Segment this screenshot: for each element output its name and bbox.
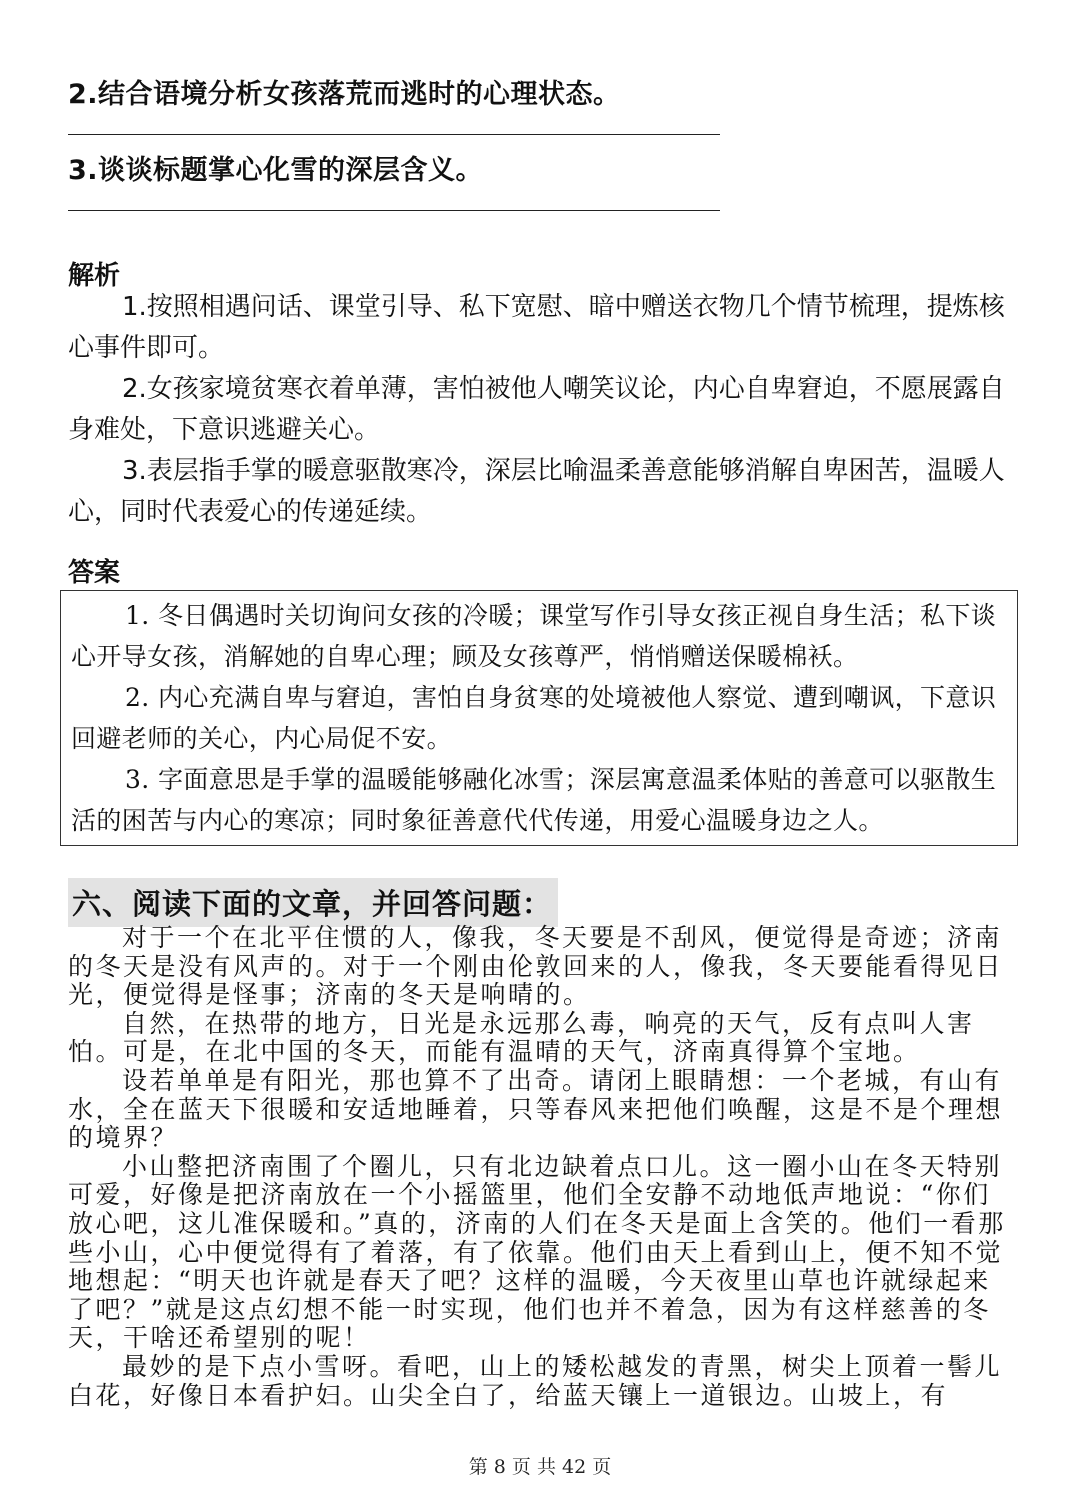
answer-box [60,590,1018,846]
passage-paragraph-2: 自然，在热带的地方，日光是永远那么毒，响亮的天气，反有点叫人害怕。可是，在北中国的冬天，而能有温晴的天气，济南真得算个宝地。 [68,1008,975,1067]
answer-label: 答案 [68,558,121,588]
reading-passage [68,924,1008,1410]
analysis-item-3: 3.表层指手掌的暖意驱散寒冷，深层比喻温柔善意能够消解自卑困苦，温暖人心，同时代表爱心的传递延续。 [68,456,1005,527]
answer-item-1: 1. 冬日偶遇时关切询问女孩的冷暖；课堂写作引导女孩正视自身生活；私下谈心开导女孩，消解她的自卑心理；顾及女孩尊严，悄悄赠送保暖棉袄。 [71,601,997,671]
answer-line-q3 [68,210,720,211]
analysis-item-2: 2.女孩家境贫寒衣着单薄，害怕被他人嘲笑议论，内心自卑窘迫，不愿展露自身难处，下意识逃避关心。 [68,374,1005,445]
section-6-title: 六、阅读下面的文章，并回答问题： [68,878,558,927]
passage-paragraph-3: 设若单单是有阳光，那也算不了出奇。请闭上眼睛想：一个老城，有山有水，全在蓝天下很暖和安适地睡着，只等春风来把他们唤醒，这是不是个理想的境界？ [68,1065,1004,1153]
analysis-list [68,287,1008,533]
analysis-item-1: 1.按照相遇问话、课堂引导、私下宽慰、暗中赠送衣物几个情节梳理，提炼核心事件即可。 [68,292,1005,363]
answer-item-2: 2. 内心充满自卑与窘迫，害怕自身贫寒的处境被他人察觉、遭到嘲讽，下意识回避老师的关心，内心局促不安。 [71,683,997,753]
answer-item-3: 3. 字面意思是手掌的温暖能够融化冰雪；深层寓意温柔体贴的善意可以驱散生活的困苦与内心的寒凉；同时象征善意代代传递，用爱心温暖身边之人。 [71,765,997,835]
passage-paragraph-4: 小山整把济南围了个圈儿，只有北边缺着点口儿。这一圈小山在冬天特别可爱，好像是把济南放在一个小摇篮里，他们全安静不动地低声地说：“你们放心吧，这儿准保暖和。”真的，济南的人们在冬天是面上含笑的。他们一看那些小山，心中便觉得有了着落，有了依靠。他们由天上看到山上，便不知不觉地想起：“明天也许就是春天了吧？这样的温暖，今天夜里山草也许就绿起来了吧？”就是这点幻想不能一时实现，他们也并不着急，因为有这样慈善的冬天，干啥还希望别的呢！ [68,1151,1006,1353]
page-footer: 第 8 页 共 42 页 [468,1456,612,1478]
analysis-label: 解析 [68,261,121,291]
passage-paragraph-5: 最妙的是下点小雪呀。看吧，山上的矮松越发的青黑，树尖上顶着一髻儿白花，好像日本看护妇。山尖全白了，给蓝天镶上一道银边。山坡上，有 [68,1351,1003,1410]
passage-paragraph-1: 对于一个在北平住惯的人，像我，冬天要是不刮风，便觉得是奇迹；济南的冬天是没有风声的。对于一个刚由伦敦回来的人，像我，冬天要能看得见日光，便觉得是怪事；济南的冬天是响晴的。 [68,923,1004,1010]
answer-line-q2 [68,134,720,135]
question-2: 2.结合语境分析女孩落荒而逃时的心理状态。 [68,79,621,110]
question-3: 3.谈谈标题掌心化雪的深层含义。 [68,155,484,186]
